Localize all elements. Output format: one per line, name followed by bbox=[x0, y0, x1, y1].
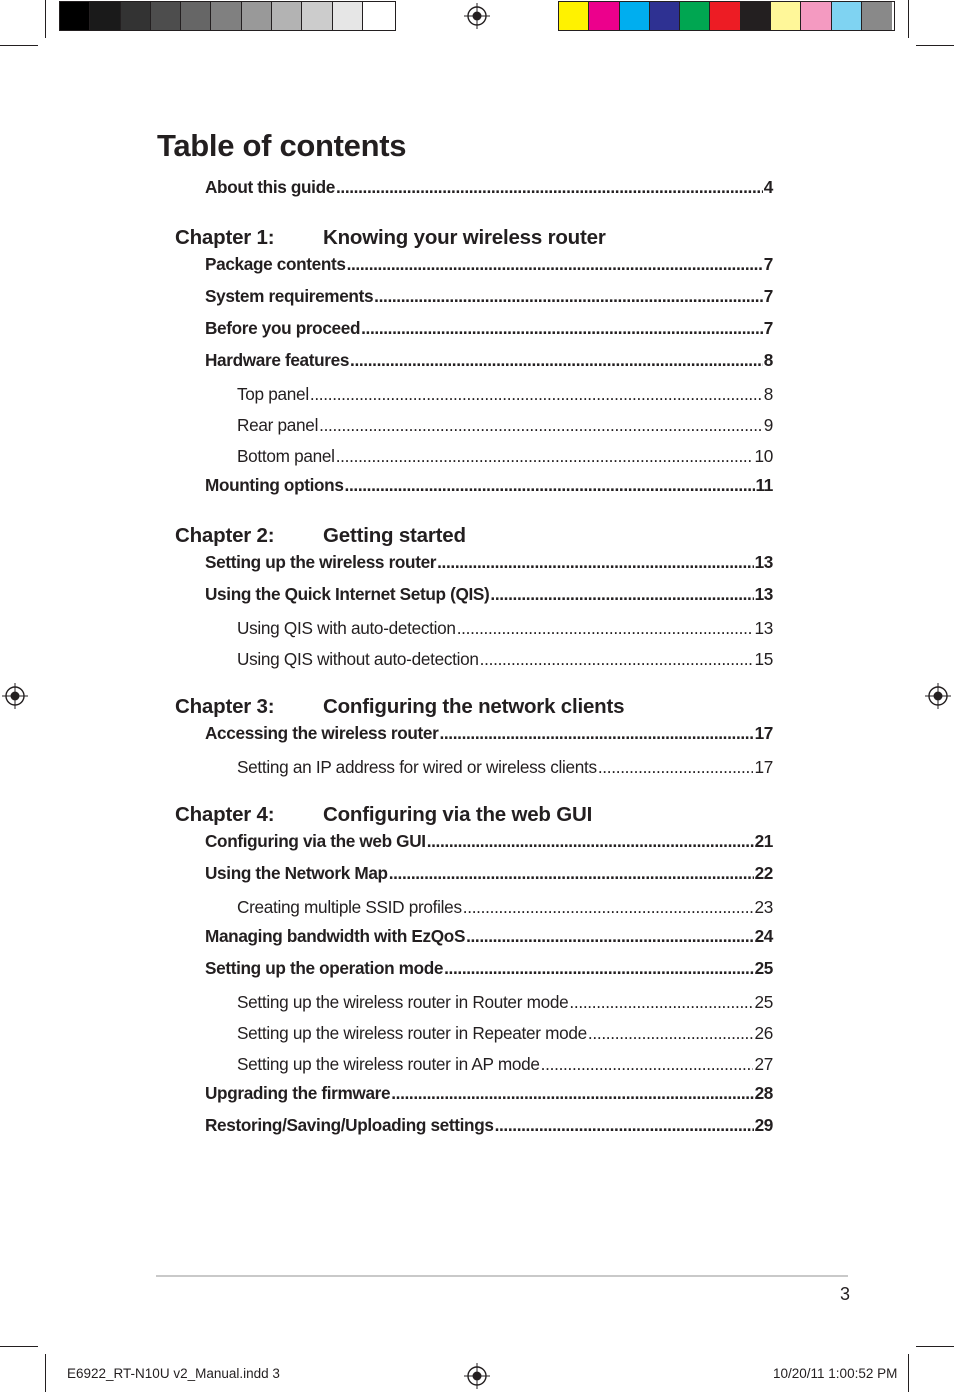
chapter-title: Getting started bbox=[323, 524, 466, 547]
dot-leader bbox=[569, 992, 753, 1013]
toc-subentry[interactable] bbox=[237, 757, 773, 778]
grayscale-swatch bbox=[60, 2, 90, 30]
dot-leader bbox=[336, 446, 754, 467]
toc-entry-about-this-guide[interactable] bbox=[205, 177, 773, 198]
dot-leader bbox=[345, 475, 755, 496]
toc-subentry[interactable] bbox=[237, 446, 773, 467]
toc-entry-page: 25 bbox=[754, 992, 773, 1012]
toc-entry-label: Setting up the wireless router in Router mode bbox=[237, 992, 569, 1012]
crop-mark-bottom-right-horizontal bbox=[916, 1346, 954, 1347]
toc-entry-label: Setting an IP address for wired or wireless clients bbox=[237, 757, 597, 777]
toc-entry-page: 28 bbox=[754, 1083, 773, 1103]
toc-entry[interactable] bbox=[205, 350, 773, 371]
toc-entry-label: Restoring/Saving/Uploading settings bbox=[205, 1115, 494, 1135]
toc-subentry[interactable] bbox=[237, 1054, 773, 1075]
toc-entry-label: Setting up the wireless router bbox=[205, 552, 437, 572]
process-color-swatch bbox=[680, 2, 710, 30]
toc-entry-label: Before you proceed bbox=[205, 318, 361, 338]
page-number: 3 bbox=[839, 1284, 850, 1304]
toc-entry-label: Using QIS with auto-detection bbox=[237, 618, 456, 638]
toc-entry-label: Using the Quick Internet Setup (QIS) bbox=[205, 584, 490, 604]
toc-subentry[interactable] bbox=[237, 618, 773, 639]
grayscale-swatch bbox=[272, 2, 302, 30]
dot-leader bbox=[598, 757, 754, 778]
toc-entry-page: 17 bbox=[754, 723, 773, 743]
process-color-bar bbox=[558, 1, 895, 31]
toc-entry-page: 17 bbox=[754, 757, 773, 777]
toc-entry-page: 25 bbox=[754, 958, 773, 978]
toc-entry[interactable] bbox=[205, 475, 773, 496]
chapter-number: Chapter 1: bbox=[175, 226, 275, 249]
toc-subentry[interactable] bbox=[237, 1023, 773, 1044]
toc-entry-page: 26 bbox=[754, 1023, 773, 1043]
toc-entry-label: Mounting options bbox=[205, 475, 344, 495]
toc-entry[interactable] bbox=[205, 552, 773, 573]
process-color-swatch bbox=[589, 2, 619, 30]
slug-timestamp: 10/20/11 1:00:52 PM bbox=[773, 1366, 898, 1381]
toc-entry-page: 8 bbox=[763, 384, 773, 404]
toc-entry-page: 4 bbox=[763, 177, 773, 197]
toc-entry[interactable] bbox=[205, 286, 773, 307]
dot-leader bbox=[495, 1115, 754, 1136]
dot-leader bbox=[463, 897, 754, 918]
process-color-swatch bbox=[559, 2, 589, 30]
grayscale-swatch bbox=[151, 2, 181, 30]
toc-entry-label: Using QIS without auto-detection bbox=[237, 649, 479, 669]
registration-target-icon bbox=[2, 683, 28, 709]
process-color-swatch bbox=[771, 2, 801, 30]
process-color-swatch bbox=[741, 2, 771, 30]
toc-entry[interactable] bbox=[205, 254, 773, 275]
chapter-title: Configuring via the web GUI bbox=[323, 803, 593, 826]
toc-entry[interactable] bbox=[205, 318, 773, 339]
dot-leader bbox=[480, 649, 754, 670]
dot-leader bbox=[347, 254, 763, 275]
dot-leader bbox=[336, 177, 763, 198]
grayscale-swatch bbox=[90, 2, 120, 30]
toc-subentry[interactable] bbox=[237, 649, 773, 670]
toc-entry-page: 23 bbox=[754, 897, 773, 917]
dot-leader bbox=[391, 1083, 753, 1104]
process-color-swatch bbox=[650, 2, 680, 30]
toc-entry-page: 7 bbox=[763, 286, 773, 306]
toc-entry-label: Bottom panel bbox=[237, 446, 335, 466]
dot-leader bbox=[588, 1023, 754, 1044]
footer-rule bbox=[156, 1275, 848, 1277]
registration-target-icon bbox=[464, 3, 490, 29]
toc-entry-label: Top panel bbox=[237, 384, 309, 404]
dot-leader bbox=[427, 831, 754, 852]
toc-entry-page: 29 bbox=[754, 1115, 773, 1135]
toc-entry[interactable] bbox=[205, 863, 773, 884]
registration-target-icon bbox=[925, 683, 951, 709]
toc-entry-label: Package contents bbox=[205, 254, 346, 274]
chapter-number: Chapter 2: bbox=[175, 524, 275, 547]
toc-entry[interactable] bbox=[205, 926, 773, 947]
dot-leader bbox=[361, 318, 763, 339]
grayscale-swatch bbox=[181, 2, 211, 30]
toc-entry-label: Setting up the wireless router in AP mode bbox=[237, 1054, 540, 1074]
dot-leader bbox=[490, 584, 753, 605]
dot-leader bbox=[310, 384, 763, 405]
toc-entry-label: Setting up the operation mode bbox=[205, 958, 444, 978]
toc-entry-label: Managing bandwidth with EzQoS bbox=[205, 926, 466, 946]
toc-subentry[interactable] bbox=[237, 384, 773, 405]
toc-entry-page: 21 bbox=[754, 831, 773, 851]
toc-subentry[interactable] bbox=[237, 992, 773, 1013]
toc-entry-page: 13 bbox=[754, 552, 773, 572]
toc-entry-page: 22 bbox=[754, 863, 773, 883]
chapter-number: Chapter 3: bbox=[175, 695, 275, 718]
toc-entry-page: 13 bbox=[754, 584, 773, 604]
toc-entry-label: Setting up the wireless router in Repeater mode bbox=[237, 1023, 587, 1043]
grayscale-swatch bbox=[121, 2, 151, 30]
dot-leader bbox=[389, 863, 754, 884]
toc-entry-label: Using the Network Map bbox=[205, 863, 388, 883]
toc-entry[interactable] bbox=[205, 958, 773, 979]
slug-file-name: E6922_RT-N10U v2_Manual.indd 3 bbox=[67, 1366, 280, 1381]
crop-mark-bottom-left-vertical bbox=[45, 1354, 46, 1392]
crop-mark-top-left-horizontal bbox=[0, 45, 38, 46]
crop-mark-top-right-vertical bbox=[908, 0, 909, 38]
grayscale-swatch bbox=[302, 2, 332, 30]
chapter-number: Chapter 4: bbox=[175, 803, 275, 826]
dot-leader bbox=[350, 350, 763, 371]
page-title: Table of contents bbox=[157, 128, 407, 163]
crop-mark-bottom-right-vertical bbox=[908, 1354, 909, 1392]
crop-mark-top-right-horizontal bbox=[916, 45, 954, 46]
toc-entry-page: 9 bbox=[763, 415, 773, 435]
toc-entry-page: 10 bbox=[754, 446, 773, 466]
grayscale-swatch bbox=[363, 2, 393, 30]
toc-entry[interactable] bbox=[205, 1083, 773, 1104]
dot-leader bbox=[319, 415, 763, 436]
process-color-swatch bbox=[801, 2, 831, 30]
grayscale-swatch bbox=[242, 2, 272, 30]
dot-leader bbox=[466, 926, 754, 947]
toc-entry-page: 7 bbox=[763, 254, 773, 274]
toc-entry-label: System requirements bbox=[205, 286, 374, 306]
dot-leader bbox=[437, 552, 753, 573]
toc-entry-page: 13 bbox=[754, 618, 773, 638]
dot-leader bbox=[444, 958, 753, 979]
registration-target-icon bbox=[464, 1363, 490, 1389]
process-color-swatch bbox=[862, 2, 892, 30]
chapter-title: Knowing your wireless router bbox=[323, 226, 606, 249]
toc-entry[interactable] bbox=[205, 584, 773, 605]
toc-entry-page: 7 bbox=[763, 318, 773, 338]
toc-subentry[interactable] bbox=[237, 897, 773, 918]
grayscale-swatch bbox=[211, 2, 241, 30]
toc-subentry[interactable] bbox=[237, 415, 773, 436]
process-color-swatch bbox=[620, 2, 650, 30]
dot-leader bbox=[541, 1054, 754, 1075]
toc-entry-label: Upgrading the firmware bbox=[205, 1083, 391, 1103]
toc-entry[interactable] bbox=[205, 723, 773, 744]
chapter-title: Configuring the network clients bbox=[323, 695, 625, 718]
toc-entry-page: 24 bbox=[754, 926, 773, 946]
toc-entry-label: Hardware features bbox=[205, 350, 350, 370]
toc-entry-page: 27 bbox=[754, 1054, 773, 1074]
toc-entry[interactable] bbox=[205, 831, 773, 852]
toc-entry-label: About this guide bbox=[205, 177, 335, 197]
dot-leader bbox=[439, 723, 753, 744]
crop-mark-bottom-left-horizontal bbox=[0, 1346, 38, 1347]
process-color-swatch bbox=[832, 2, 862, 30]
grayscale-swatch bbox=[333, 2, 363, 30]
toc-entry-label: Creating multiple SSID profiles bbox=[237, 897, 462, 917]
toc-entry[interactable] bbox=[205, 1115, 773, 1136]
grayscale-color-bar bbox=[59, 1, 396, 31]
dot-leader bbox=[374, 286, 763, 307]
toc-entry-page: 8 bbox=[763, 350, 773, 370]
toc-entry-page: 11 bbox=[755, 475, 773, 495]
toc-entry-label: Accessing the wireless router bbox=[205, 723, 439, 743]
toc-entry-label: Configuring via the web GUI bbox=[205, 831, 426, 851]
dot-leader bbox=[457, 618, 754, 639]
toc-entry-page: 15 bbox=[754, 649, 773, 669]
process-color-swatch bbox=[710, 2, 740, 30]
toc-entry-label: Rear panel bbox=[237, 415, 319, 435]
crop-mark-top-left-vertical bbox=[45, 0, 46, 38]
